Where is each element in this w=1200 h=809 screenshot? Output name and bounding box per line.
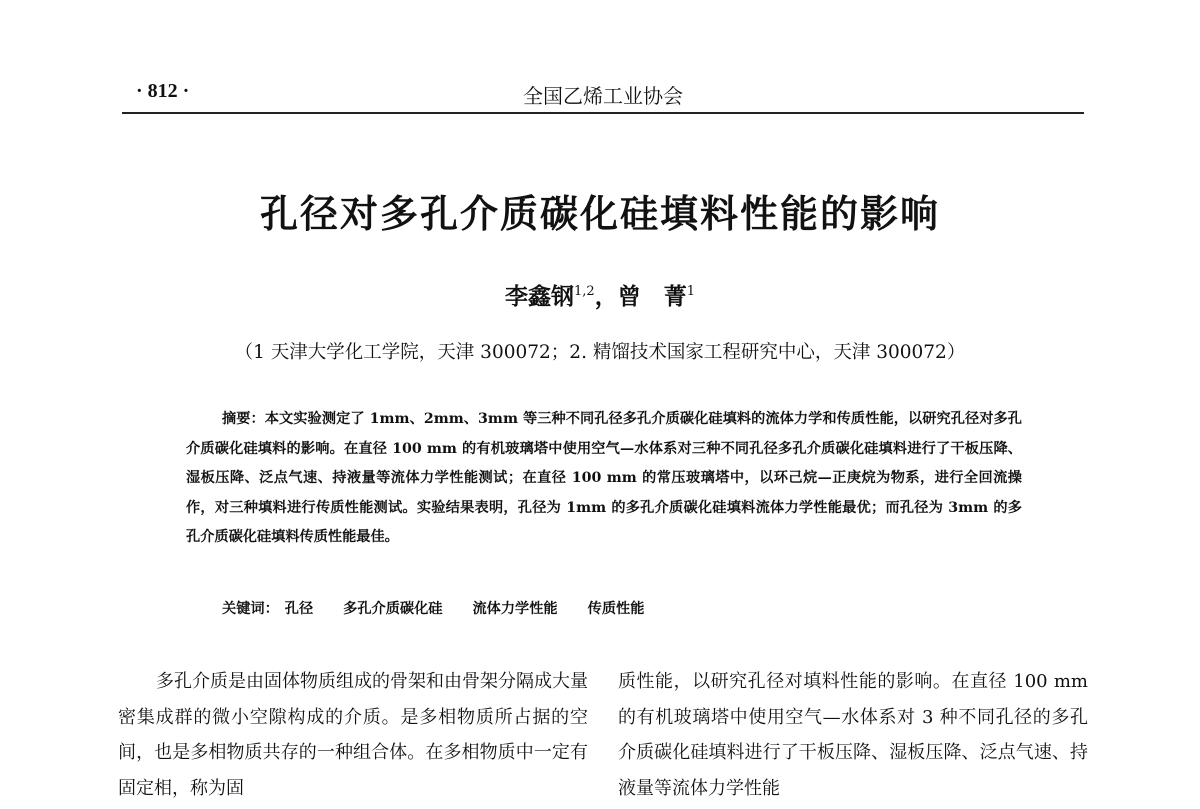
abstract-text: 本文实验测定了 1mm、2mm、3mm 等三种不同孔径多孔介质碳化硅填料的流体力学和传质性能，以研究孔径对多孔介质碳化硅填料的影响。在直径 100 mm 的有机玻璃塔中使用空气—水体系对三种不同孔径多孔介质碳化硅填料进行了干板压降、湿板压降、泛点气速、持液量等流体力学性能测试；在直径 100 mm 的常压玻璃塔中，以环己烷—正庚烷为物系，进行全回流操作，对三种填料进行传质性能测试。实验结果表明，孔径为 1mm 的多孔介质碳化硅填料流体力学性能最优；而孔径为 3mm 的多孔介质碳化硅填料传质性能最佳。 [186, 411, 1022, 545]
keyword: 流体力学性能 [472, 601, 558, 617]
keyword: 孔径 [284, 601, 314, 617]
abstract-label: 摘要： [222, 411, 265, 427]
abstract [186, 405, 1022, 553]
keyword: 传质性能 [587, 601, 645, 617]
affiliation: （1 天津大学化工学院，天津 300072；2. 精馏技术国家工程研究中心，天津 300072） [234, 342, 966, 363]
author-name: 李鑫钢 [505, 283, 575, 310]
author-affiliation-mark: 1 [686, 284, 695, 299]
body-column-left: 多孔介质是由固体物质组成的骨架和由骨架分隔成大量密集成群的微小空隙构成的介质。是多相物质所占据的空间，也是多相物质共存的一种组合体。在多相物质中一定有固定相，称为固 [118, 671, 588, 799]
author-name: 曾 菁 [617, 283, 687, 310]
page-number: · 812 · [136, 80, 190, 102]
keywords-label: 关键词： [222, 601, 279, 617]
body-column-right: 质性能，以研究孔径对填料性能的影响。在直径 100 mm 的有机玻璃塔中使用空气—水体系对 3 种不同孔径的多孔介质碳化硅填料进行了干板压降、湿板压降、泛点气速、持液量等流体力学性能 [618, 671, 1088, 799]
author-separator: ， [594, 283, 618, 310]
author-affiliation-mark: 1,2 [574, 284, 595, 299]
journal-name: 全国乙烯工业协会 [523, 84, 683, 108]
keywords [222, 598, 644, 618]
author-line [0, 278, 1200, 311]
keyword: 多孔介质碳化硅 [343, 601, 443, 617]
paper-title: 孔径对多孔介质碳化硅填料性能的影响 [259, 192, 940, 236]
running-header [122, 78, 1084, 114]
